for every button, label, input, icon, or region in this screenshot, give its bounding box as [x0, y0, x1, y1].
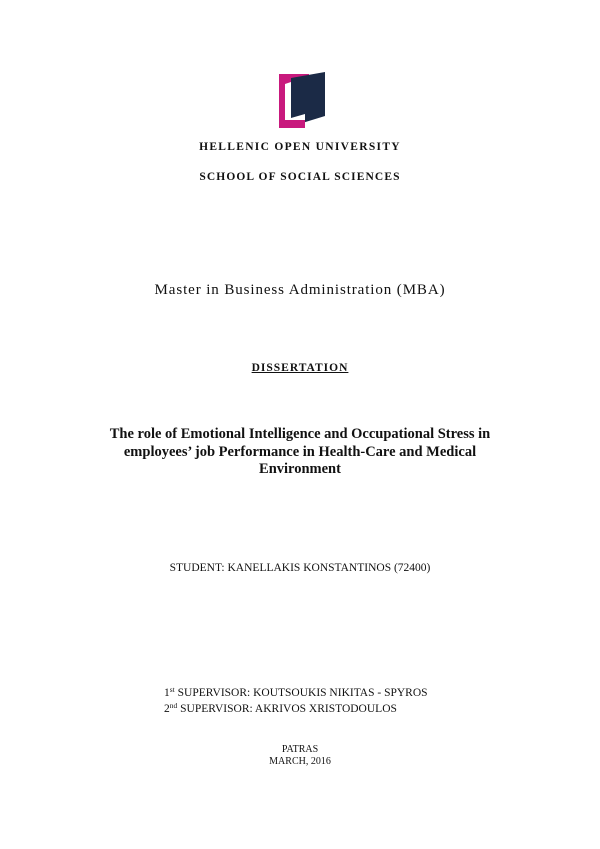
supervisor-ordinal-number: 2: [164, 703, 170, 715]
student-name: STUDENT: KANELLAKIS KONSTANTINOS (72400): [169, 562, 431, 574]
logo-navy-page: [291, 72, 325, 124]
document-type: DISSERTATION: [251, 362, 349, 374]
title-line: Environment: [259, 461, 341, 477]
university-name: HELLENIC OPEN UNIVERSITY: [199, 141, 401, 153]
program-name: Master in Business Administration (MBA): [154, 282, 446, 298]
supervisor-ordinal-suffix: st: [169, 685, 175, 694]
logo-magenta-bottom: [279, 120, 305, 128]
supervisor-text: SUPERVISOR: AKRIVOS XRISTODOULOS: [177, 703, 397, 715]
second-supervisor: [164, 701, 397, 715]
supervisor-ordinal-number: 1: [164, 687, 170, 699]
dissertation-title: [0, 426, 600, 479]
title-line: employees’ job Performance in Health-Care and Medical: [123, 443, 477, 460]
university-logo-icon: [279, 72, 327, 128]
first-supervisor: [164, 685, 428, 699]
submission-date: MARCH, 2016: [269, 756, 331, 767]
supervisor-ordinal-suffix: nd: [169, 701, 178, 710]
title-line: The role of Emotional Intelligence and Occupational Stress in: [109, 426, 491, 442]
supervisor-text: SUPERVISOR: KOUTSOUKIS NIKITAS - SPYROS: [174, 687, 428, 699]
place: PATRAS: [281, 744, 319, 755]
school-name: SCHOOL OF SOCIAL SCIENCES: [199, 171, 401, 183]
